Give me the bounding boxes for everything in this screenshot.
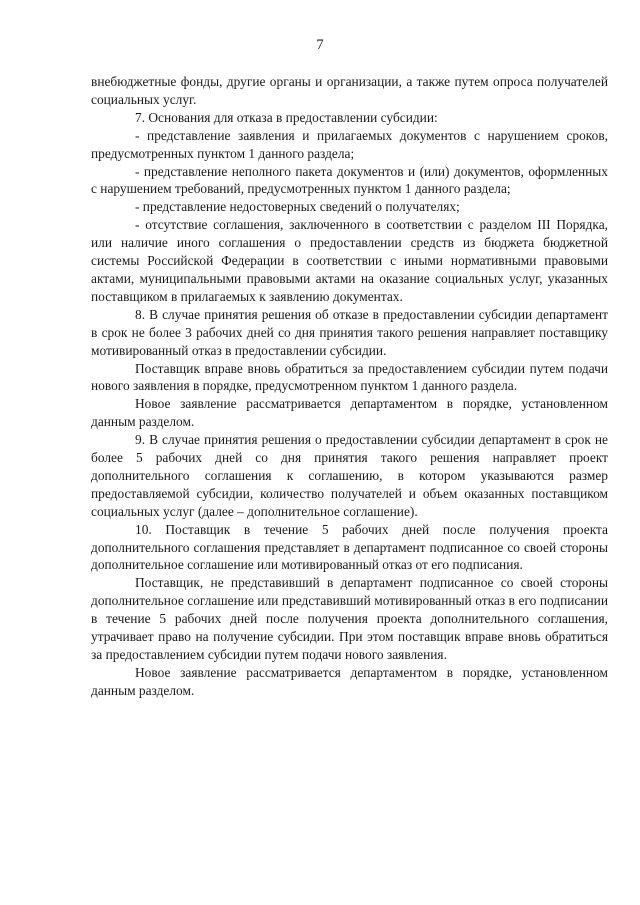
paragraph-resubmission: Поставщик вправе вновь обратиться за предоставлением субсидии путем подачи нового заявления в порядке, предусмотренном пунктом 1 данного раздела. bbox=[91, 360, 608, 394]
paragraph-item-10: 10. Поставщик в течение 5 рабочих дней после получения проекта дополнительного соглашения представляет в департамент подписанное со своей стороны дополнительное соглашение или мотивированный отказ от его подписания. bbox=[91, 521, 608, 573]
paragraph-bullet-no-agreement: - отсутствие соглашения, заключенного в соответствии с разделом III Порядка, или наличие иного соглашения о предоставлении средств из бюджета бюджетной системы Российской Федерации в соответствии с иными нормативными правовыми актами, муниципальными правовыми актами на оказание социальных услуг, указанных поставщиком в прилагаемых к заявлению документах. bbox=[91, 217, 608, 304]
document-body bbox=[91, 73, 608, 700]
paragraph-bullet-incomplete-documents: - представление неполного пакета документов и (или) документов, оформленных с нарушением требований, предусмотренных пунктом 1 данного раздела; bbox=[91, 163, 608, 197]
paragraph-continuation: внебюджетные фонды, другие органы и организации, а также путем опроса получателей социальных услуг. bbox=[91, 74, 608, 107]
paragraph-new-application-final: Новое заявление рассматривается департаментом в порядке, установленном данным разделом. bbox=[91, 664, 608, 698]
paragraph-item-9: 9. В случае принятия решения о предоставлении субсидии департамент в срок не более 5 рабочих дней со дня принятия такого решения направляет проект дополнительного соглашения к соглашению, в котором указываются размер предоставляемой субсидии, количество получателей и объем оказанных поставщиком социальных услуг (далее – дополнительное соглашение). bbox=[91, 432, 608, 519]
paragraph-new-application: Новое заявление рассматривается департаментом в порядке, установленном данным разделом. bbox=[91, 396, 608, 430]
paragraph-item-8: 8. В случае принятия решения об отказе в предоставлении субсидии департамент в срок не более 3 рабочих дней со дня принятия такого решения направляет поставщику мотивированный отказ в предоставлении субсидии. bbox=[91, 306, 608, 358]
paragraph-loss-of-right: Поставщик, не представивший в департамент подписанное со своей стороны дополнительное соглашение или представивший мотивированный отказ в его подписании в течение 5 рабочих дней после получения проекта дополнительного соглашения, утрачивает право на получение субсидии. При этом поставщик вправе вновь обратиться за предоставлением субсидии путем подачи нового заявления. bbox=[91, 575, 608, 662]
paragraph-bullet-deadline-violation: - представление заявления и прилагаемых документов с нарушением сроков, предусмотренных пунктом 1 данного раздела; bbox=[91, 127, 608, 161]
paragraph-bullet-false-information: - представление недостоверных сведений о получателях; bbox=[135, 199, 460, 215]
paragraph-item-7: 7. Основания для отказа в предоставлении субсидии: bbox=[135, 109, 438, 125]
page-number: 7 bbox=[316, 37, 324, 53]
